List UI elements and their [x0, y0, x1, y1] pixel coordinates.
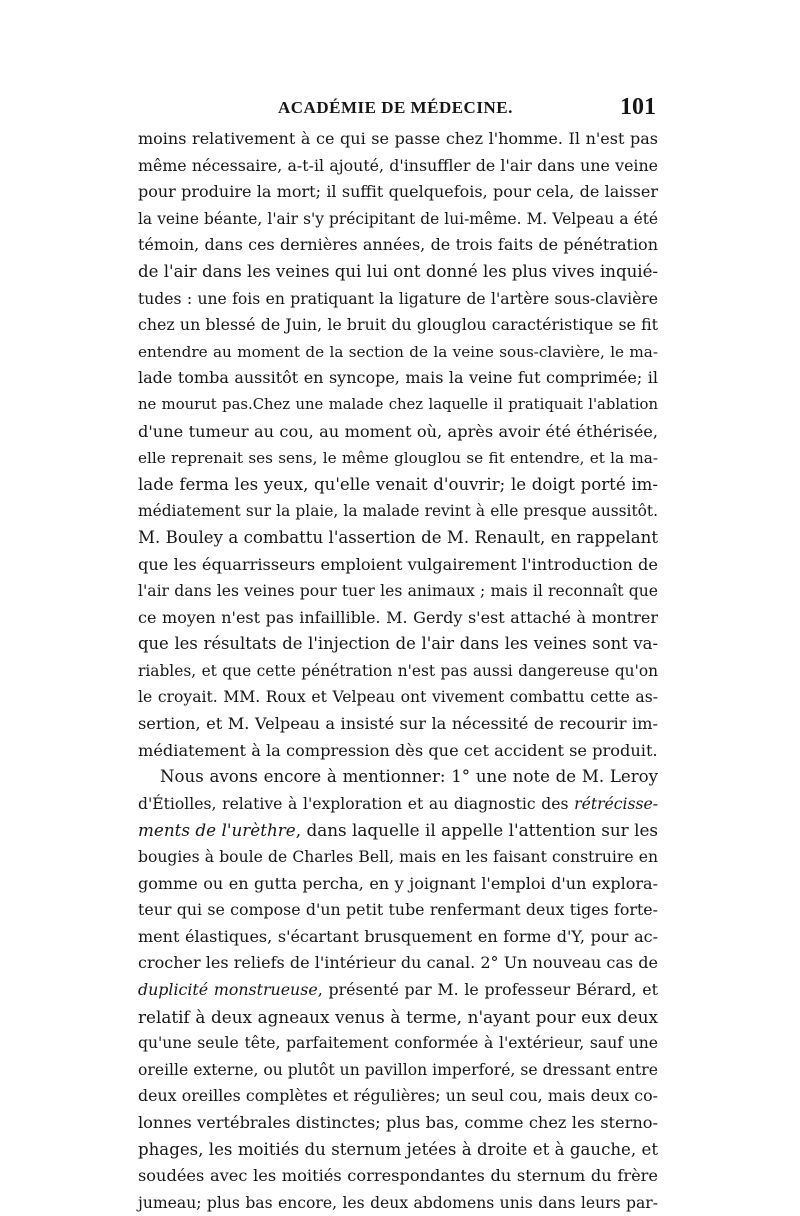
text-line: deux oreilles complètes et régulières; un seul cou, mais deux co- [138, 1086, 658, 1106]
text-line: entendre au moment de la section de la veine sous-clavière, le ma- [138, 342, 658, 361]
text-line: d'une tumeur au cou, au moment où, après avoir été éthérisée, [138, 421, 658, 441]
text-run: , dans laquelle il appelle l'attention sur les [295, 820, 658, 841]
page-number: 101 [620, 94, 656, 120]
text-line: jumeau; plus bas encore, les deux abdomens unis dans leurs par- [138, 1193, 658, 1212]
text-line: riables, et que cette pénétration n'est pas aussi dangereuse qu'on [138, 661, 658, 680]
text-line: témoin, dans ces dernières années, de trois faits de pénétration [138, 235, 658, 255]
text-line: teur qui se compose d'un petit tube renfermant deux tiges forte- [138, 900, 658, 920]
text-line: Nous avons encore à mentionner: 1° une note de M. Leroy [160, 767, 658, 787]
text-line: ment élastiques, s'écartant brusquement en forme d'Y, pour ac- [138, 926, 658, 946]
text-run: d'Étiolles, relative à l'exploration et au diagnostic des [138, 794, 575, 813]
text-line: sertion, et M. Velpeau a insisté sur la nécessité de recourir im- [138, 714, 658, 734]
text-line: même nécessaire, a-t-il ajouté, d'insuffler de l'air dans une veine [138, 155, 658, 175]
text-line: crocher les reliefs de l'intérieur du canal. 2° Un nouveau cas de [138, 953, 658, 973]
text-line: oreille externe, ou plutôt un pavillon imperforé, se dressant entre [138, 1060, 658, 1079]
text-line: elle reprenait ses sens, le même glouglou se fit entendre, et la ma- [138, 449, 658, 468]
text-line: la veine béante, l'air s'y précipitant de lui-même. M. Velpeau a été [138, 209, 658, 228]
text-line: chez un blessé de Juin, le bruit du glouglou caractéristique se fit [138, 315, 658, 335]
body-text [138, 126, 658, 1216]
page-header [138, 94, 660, 126]
text-line [138, 791, 658, 818]
text-line: de l'air dans les veines qui lui ont donné les plus vives inquié- [138, 261, 658, 281]
text-line: qu'une seule tête, parfaitement conformée à l'extérieur, sauf une [138, 1034, 658, 1053]
text-line: que les résultats de l'injection de l'air dans les veines sont va- [138, 634, 658, 654]
text-line: médiatement à la compression dès que cet accident se produit. [138, 740, 658, 760]
text-line: ne mourut pas.Chez une malade chez laquelle il pratiquait l'ablation [138, 395, 658, 413]
text-line: soudées avec les moitiés correspondantes du sternum du frère [138, 1166, 658, 1186]
text-line: que les équarrisseurs emploient vulgairement l'introduction de [138, 554, 658, 574]
text-line: phages, les moitiés du sternum jetées à droite et à gauche, et [138, 1139, 658, 1159]
italic-term: duplicité monstrueuse [138, 980, 318, 999]
text-run: , présenté par M. le professeur Bérard, et [317, 980, 658, 999]
text-line: l'air dans les veines pour tuer les animaux ; mais il reconnaît que [138, 582, 658, 601]
text-line: lonnes vertébrales distinctes; plus bas, comme chez les sterno- [138, 1112, 658, 1132]
text-line: tudes : une fois en pratiquant la ligature de l'artère sous-clavière [138, 289, 658, 308]
text-line: le croyait. MM. Roux et Velpeau ont vivement combattu cette as- [138, 688, 658, 707]
text-line: gomme ou en gutta percha, en y joignant l'emploi d'un explora- [138, 873, 658, 893]
text-line: lade tomba aussitôt en syncope, mais la veine fut comprimée; il [138, 368, 658, 388]
text-line [138, 977, 658, 1004]
text-line: pour produire la mort; il suffit quelquefois, pour cela, de laisser [138, 182, 658, 202]
italic-title: rétrécisse- [574, 794, 658, 813]
text-line: moins relativement à ce qui se passe chez l'homme. Il n'est pas [138, 129, 658, 148]
text-line: médiatement sur la plaie, la malade revint à elle presque aussitôt. [138, 502, 658, 521]
italic-title: ments de l'urèthre [138, 820, 296, 841]
text-line: relatif à deux agneaux venus à terme, n'ayant pour eux deux [138, 1006, 658, 1027]
text-line: bougies à boule de Charles Bell, mais en les faisant construire en [138, 848, 658, 867]
text-line [138, 817, 658, 844]
text-line: ce moyen n'est pas infaillible. M. Gerdy s'est attaché à montrer [138, 607, 658, 627]
running-title: ACADÉMIE DE MÉDECINE. [278, 98, 513, 117]
text-line: lade ferma les yeux, qu'elle venait d'ouvrir; le doigt porté im- [138, 474, 658, 494]
text-line: M. Bouley a combattu l'assertion de M. Renault, en rappelant [138, 527, 658, 547]
